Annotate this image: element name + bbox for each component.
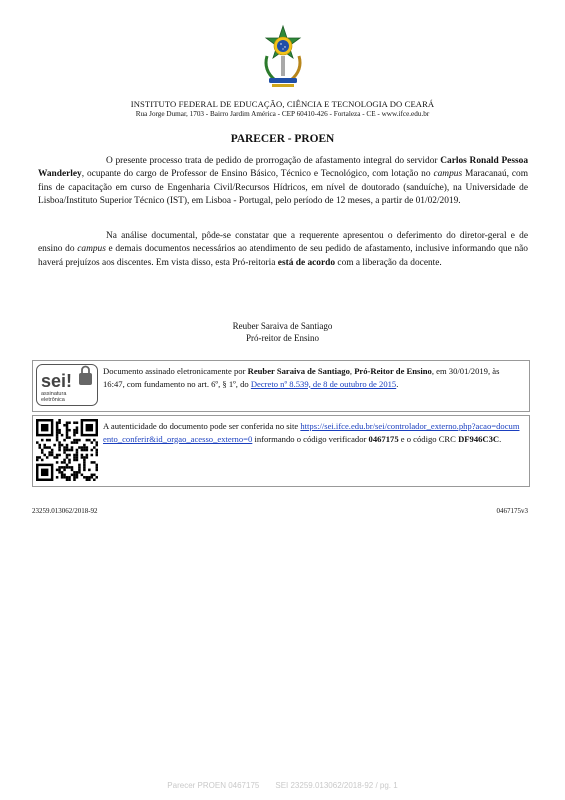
- decree-link[interactable]: Decreto nº 8.539, de 8 de outubro de 2015: [250, 378, 397, 389]
- electronic-signature-box: [32, 360, 530, 412]
- crc-code: DF946C3C: [458, 433, 500, 444]
- sei-logo-text: sei!: [41, 371, 73, 391]
- sei-logo-sub2: eletrônica: [41, 397, 65, 403]
- signer-name: Reuber Saraiva de Santiago: [232, 321, 333, 331]
- page-footer: [0, 781, 565, 790]
- verifier-code: 0467175: [368, 433, 399, 444]
- verification-url-link[interactable]: https://sei.ifce.edu.br/sei/controlador_externo.php?acao=documento_conferir&id_orgao_acesso_externo=0: [103, 421, 520, 444]
- brazil-coat-of-arms-icon: [261, 24, 305, 94]
- sei-signature-logo-icon: [36, 364, 98, 406]
- document-title: PARECER - PROEN: [230, 133, 335, 145]
- institution-name: INSTITUTO FEDERAL DE EDUCAÇÃO, CIÊNCIA E TECNOLOGIA DO CEARÁ: [130, 99, 435, 109]
- qr-code-icon: [36, 419, 98, 481]
- institution-address: Rua Jorge Dumar, 1703 - Bairro Jardim América - CEP 60410-426 - Fortaleza - CE - www.ifce.edu.br: [135, 110, 430, 118]
- footer-doc: Parecer PROEN 0467175: [167, 781, 260, 790]
- footer-page: SEI 23259.013062/2018-92 / pg. 1: [275, 781, 398, 790]
- sei-logo-sub1: assinatura: [41, 391, 67, 397]
- approval-phrase: está de acordo: [277, 257, 336, 268]
- signer-role: Pró-reitor de Ensino: [246, 333, 319, 343]
- paragraph-2: Na análise documental, pôde-se constatar que a requerente apresentou o deferimento do diretor-geral e de ensino do campus e demais documentos necessários ao atendimento de seu pedido de afastamento, inclusive informando que não haverá prejuízos aos discentes. Em vista disso, esta Pró-reitoria está de acordo com a liberação da docente.: [38, 231, 528, 268]
- employee-name: Carlos Ronald Pessoa Wanderley: [38, 156, 529, 180]
- document-version: 0467175v3: [496, 507, 528, 515]
- paragraph-1: O presente processo trata de pedido de prorrogação de afastamento integral do servidor Carlos Ronald Pessoa Wanderley, ocupante do cargo de Professor de Ensino Básico, Técnico e Tecnológico, com lotação no campus Maracanaú, com fins de capacitação em curso de Engenharia Civil/Recursos Hídricos, em nível de doutorado (sanduíche), na Universidade de Lisboa/Instituto Superior Técnico (IST), em Lisboa - Portugal, pelo período de 12 meses, a partir de 01/02/2019.: [38, 156, 529, 206]
- signature-statement: Documento assinado eletronicamente por Reuber Saraiva de Santiago, Pró-Reitor de Ensino, em 30/01/2019, às 16:47, com fundamento no art. 6º, § 1º, do Decreto nº 8.539, de 8 de outubro de 2015.: [103, 366, 500, 389]
- authenticity-box: [32, 415, 530, 487]
- authenticity-statement: A autenticidade do documento pode ser conferida no site https://sei.ifce.edu.br/sei/controlador_externo.php?acao=documento_conferir&id_orgao_acesso_externo=0 informando o código verificador 0467175 e o código CRC DF946C3C.: [103, 421, 520, 444]
- process-number: 23259.013062/2018-92: [32, 507, 98, 515]
